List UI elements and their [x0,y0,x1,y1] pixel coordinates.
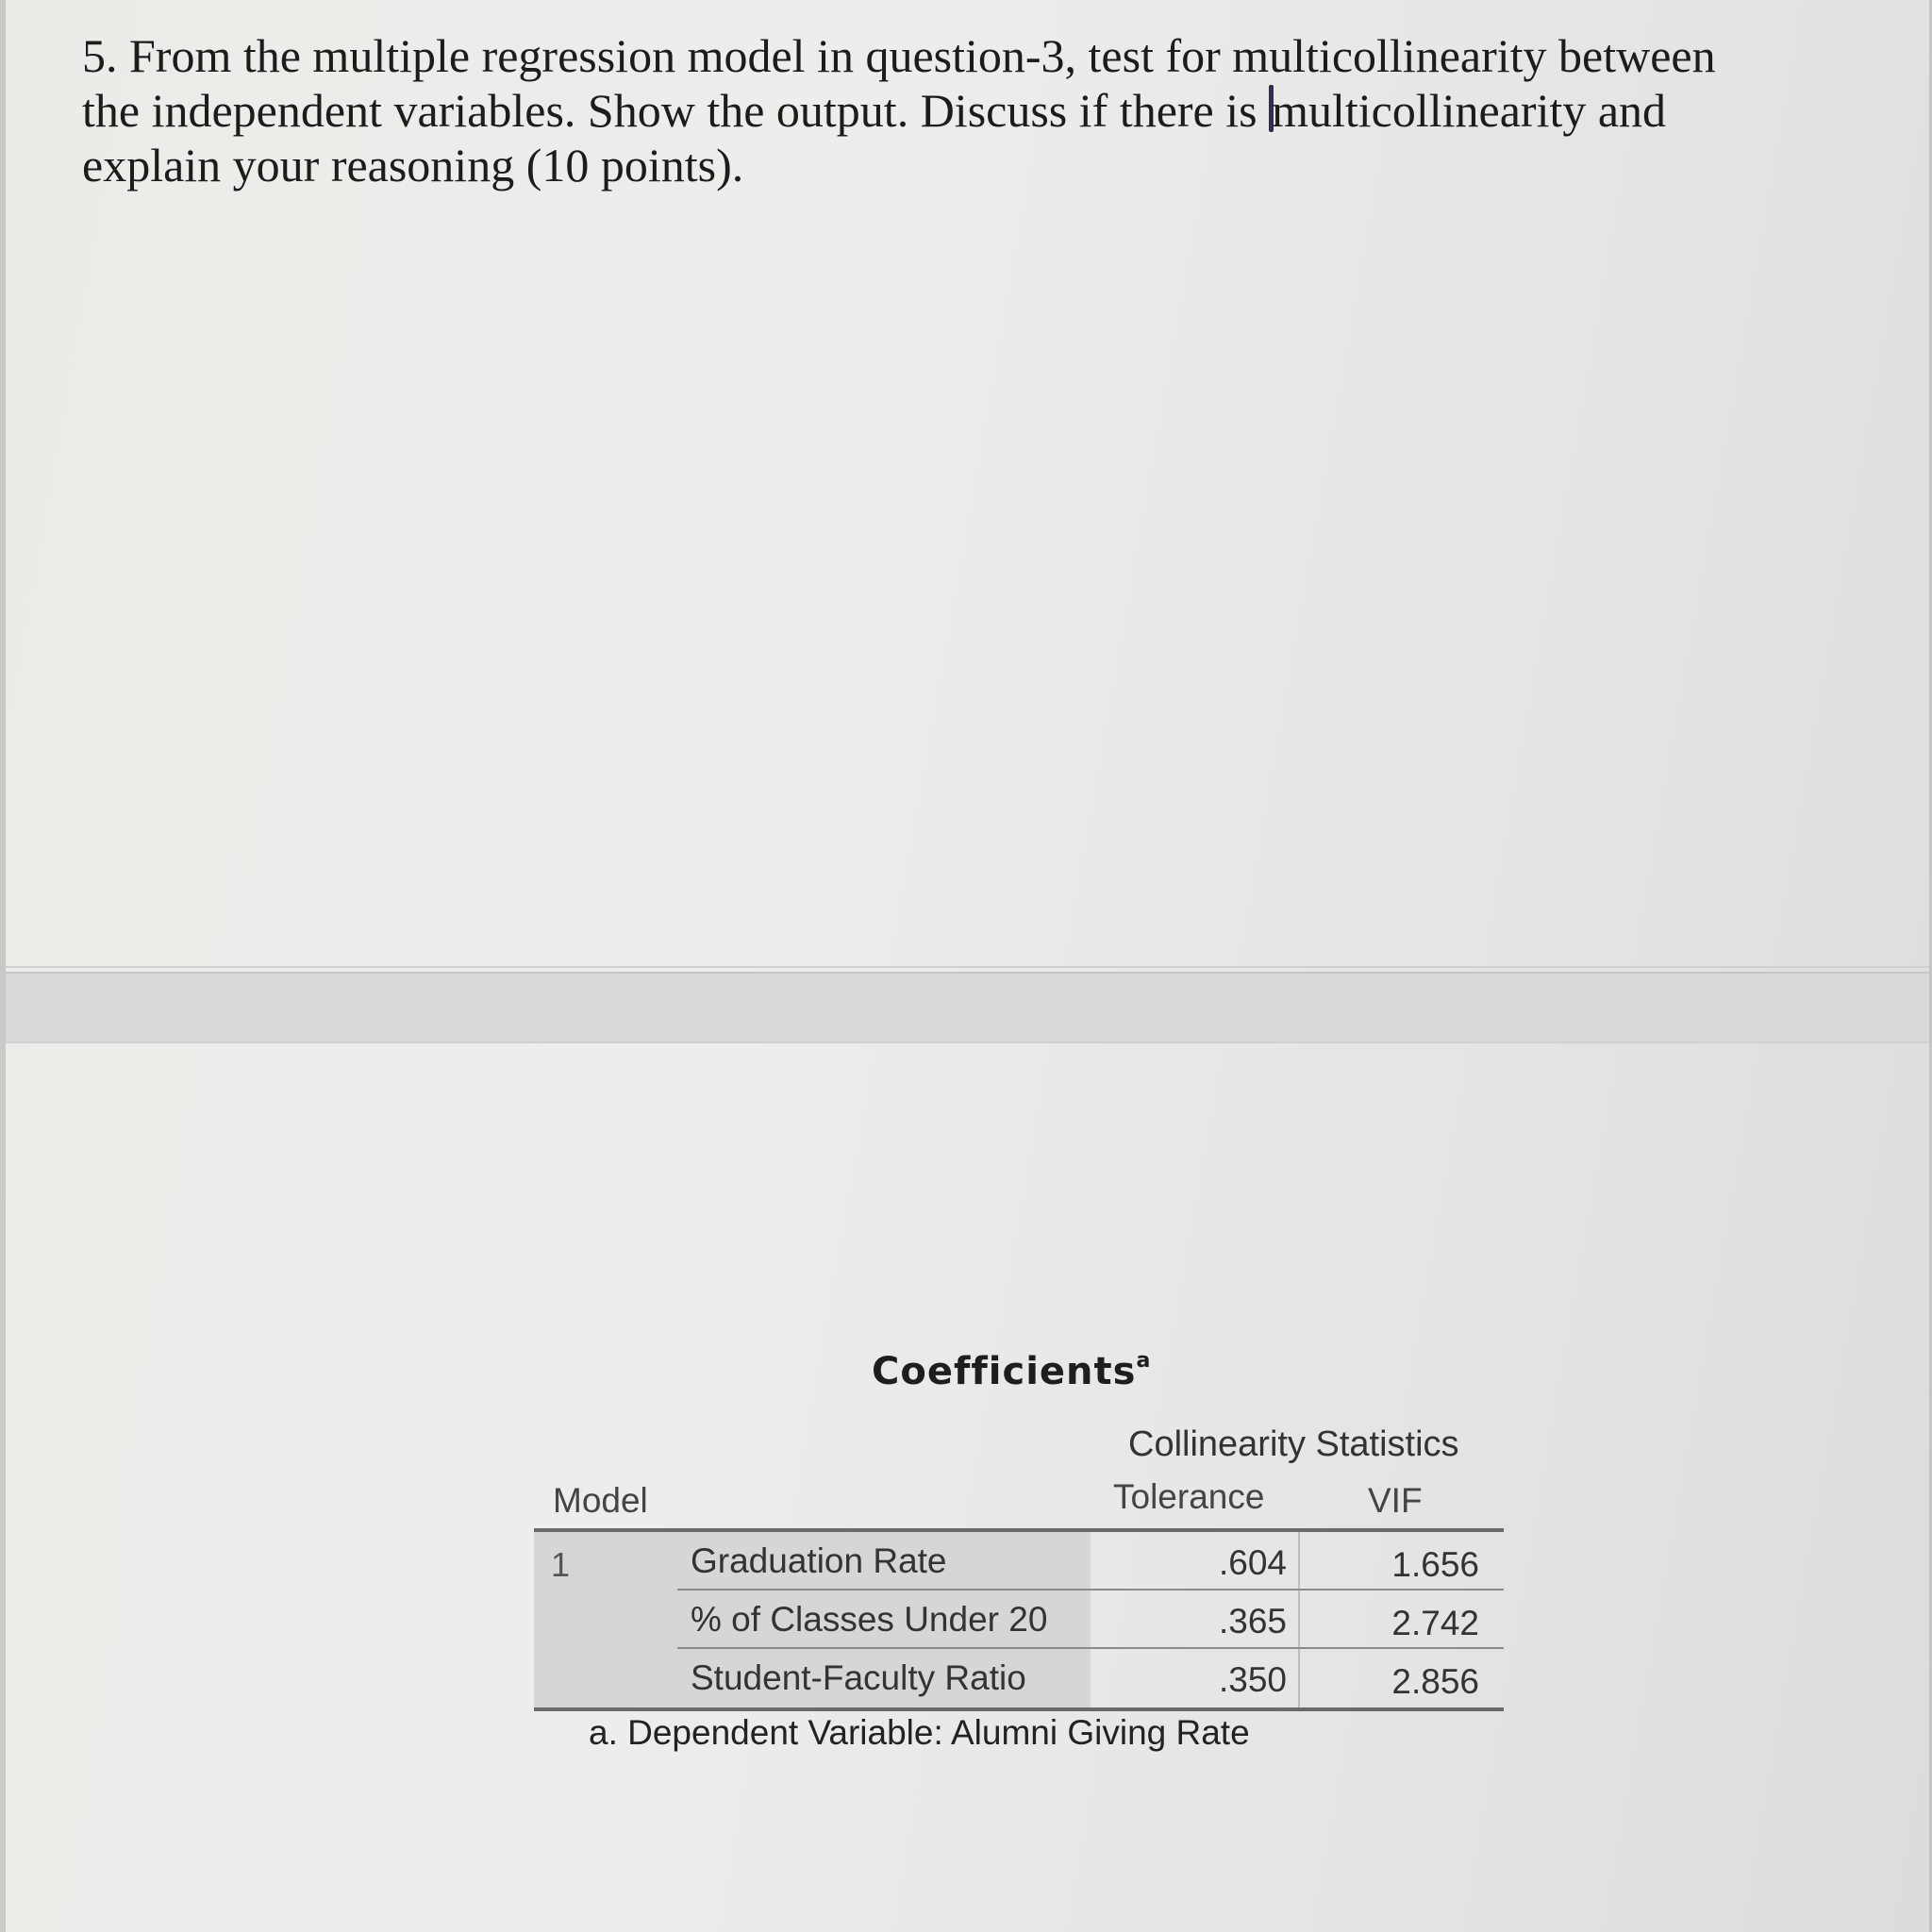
vif-value: 2.856 [1391,1662,1479,1701]
table-row [677,1591,1504,1649]
table-title [872,1349,1151,1393]
variable-name: Graduation Rate [691,1541,947,1580]
variable-name: % of Classes Under 20 [691,1600,1048,1639]
question-line-3: explain your reasoning (10 points). [82,139,744,192]
section-divider [6,966,1929,968]
tolerance-column-header: Tolerance [1113,1477,1265,1516]
model-number: 1 [551,1545,571,1584]
table-title-superscript: a [1136,1349,1152,1373]
variable-name: Student-Faculty Ratio [691,1658,1026,1697]
coefficients-table [534,1528,1504,1711]
table-row [677,1649,1504,1707]
tolerance-value: .604 [1218,1543,1287,1582]
question-text [82,28,1874,192]
vif-column-header: VIF [1368,1481,1423,1520]
vif-value: 2.742 [1391,1604,1479,1642]
question-line-2-start: the independent variables. Show the output. Discuss if there is [82,84,1270,137]
tolerance-value: .365 [1218,1602,1287,1641]
question-line-1: 5. From the multiple regression model in question-3, test for multicollinearity between [82,29,1716,82]
collinearity-statistics-header: Collinearity Statistics [1128,1424,1459,1464]
question-line-2 [82,83,1874,138]
table-row [677,1532,1504,1591]
section-separator-band [6,972,1929,1043]
model-column-header: Model [553,1481,648,1520]
vif-value: 1.656 [1391,1545,1479,1584]
table-footnote: a. Dependent Variable: Alumni Giving Rate [589,1713,1250,1752]
question-line-2-end: multicollinearity and [1272,84,1667,137]
tolerance-value: .350 [1218,1660,1287,1699]
table-title-text: Coefficients [872,1350,1137,1393]
